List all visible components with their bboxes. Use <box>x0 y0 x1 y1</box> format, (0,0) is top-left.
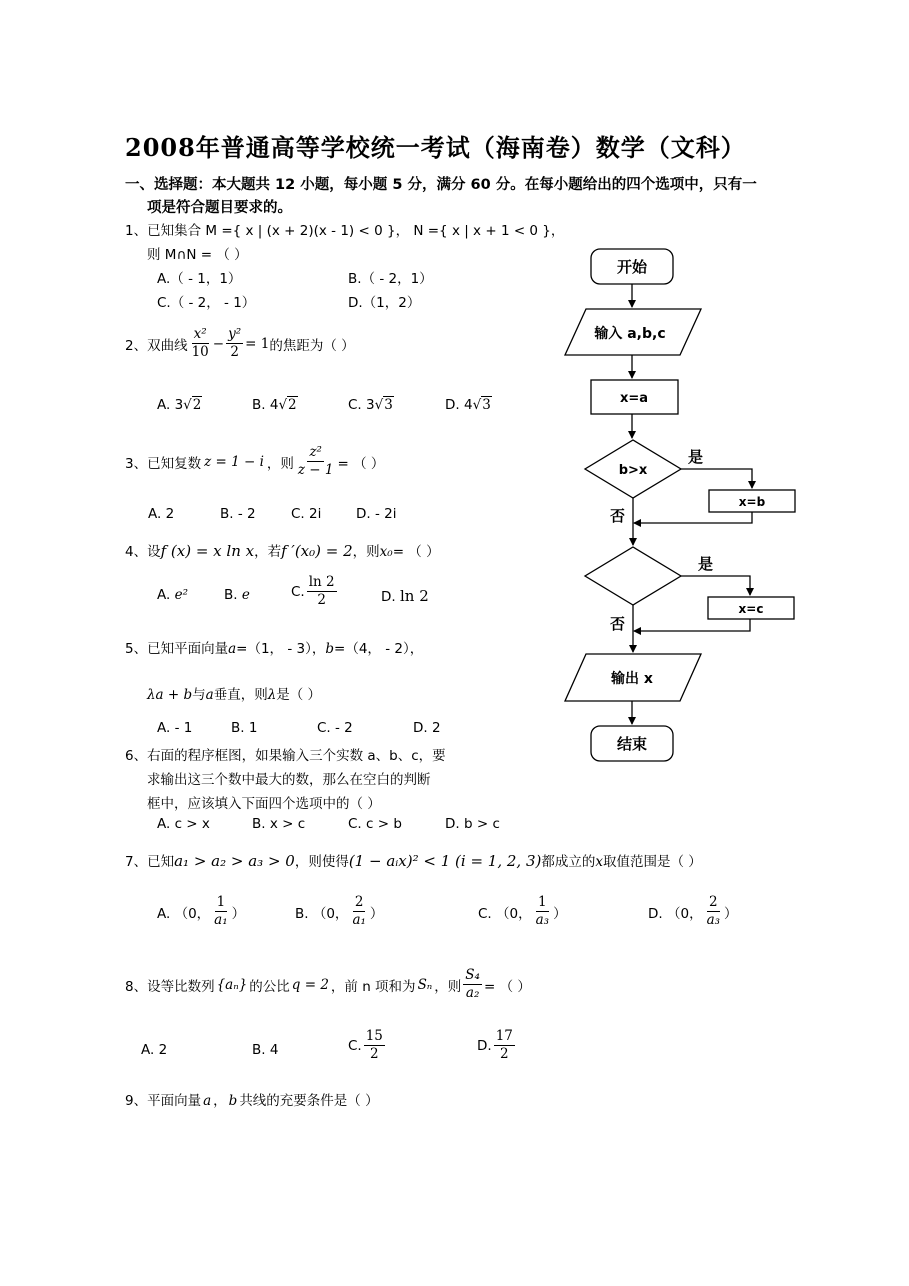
question-4-option-c: C. $\frac{\ln 2}{2}$ <box>291 574 335 608</box>
flow-assign-2-label: x=b <box>738 495 766 509</box>
question-7-stem: 7、已知a₁ > a₂ > a₃ > 0，则使得(1 − aᵢx)² < 1 (i = 1, 2, 3)都成立的x取值范围是（ ） <box>125 852 702 870</box>
flow-end-label: 结束 <box>616 735 648 753</box>
question-8-option-d: D. $\frac{17}{2}$ <box>477 1028 513 1062</box>
question-1-option-a: A.（ - 1，1） <box>157 271 242 287</box>
question-5-stem-line2: λa + b与a垂直，则λ是（ ） <box>147 687 322 703</box>
flow-input-label: 输入 a,b,c <box>594 326 666 342</box>
question-8-option-a: A. 2 <box>141 1042 168 1058</box>
question-2-option-b: B. 4√2 <box>252 397 297 413</box>
question-3-option-b: B. - 2 <box>220 506 256 522</box>
question-1-stem2: 则 M∩N = （ ） <box>147 247 248 263</box>
flow-assign-1-label: x=a <box>619 391 649 406</box>
flow-yes-2: 是 <box>698 555 714 573</box>
question-3-option-a: A. 2 <box>148 506 175 522</box>
question-2-fraction-1: $\frac{\text{x²}}{10}$ <box>191 326 209 360</box>
question-4-option-b: B. e <box>224 587 250 603</box>
flow-start-label: 开始 <box>616 258 648 276</box>
page-title: 2008年普通高等学校统一考试（海南卷）数学（文科） <box>125 133 746 162</box>
question-2-prefix: 2、双曲线 <box>125 337 188 354</box>
question-4-stem: 4、设f (x) = x ln x，若f ′(x₀) = 2，则x₀= （ ） <box>125 542 440 560</box>
flow-yes-1: 是 <box>688 448 704 466</box>
question-8-option-c: C. $\frac{15}{2}$ <box>348 1028 383 1062</box>
question-9-stem: 9、平面向量 a ， b 共线的充要条件是（ ） <box>125 1093 379 1109</box>
question-5-option-a: A. - 1 <box>157 720 193 736</box>
flow-no-1: 否 <box>610 507 626 525</box>
question-5-option-c: C. - 2 <box>317 720 353 736</box>
question-7-option-c: C. （0， $\frac{1}{\text{a₃}}$ ） <box>478 894 567 928</box>
section-heading-line1: 一、选择题：本大题共 12 小题，每小题 5 分，满分 60 分。在每小题给出的四个选项中，只有一 <box>125 177 757 193</box>
question-3-option-d: D. - 2i <box>356 506 397 522</box>
question-8-option-b: B. 4 <box>252 1042 279 1058</box>
question-3-stem: 3、已知复数 z = 1 − i ，则 $\frac{\text{z²}}{z - 1}$ = （ ） <box>125 444 385 478</box>
question-4-option-d: D. ln 2 <box>381 587 429 605</box>
question-6-line2: 求输出这三个数中最大的数，那么在空白的判断 <box>147 772 431 788</box>
question-2-option-d: D. 4√3 <box>445 397 491 413</box>
question-8-stem: 8、设等比数列 {aₙ} 的公比 q = 2 ，前 n 项和为 Sₙ ，则 $\frac{\text{S₄}}{\text{a₂}}$ = （ ） <box>125 967 531 1001</box>
question-1-option-b: B.（ - 2，1） <box>348 271 433 287</box>
flow-assign-3-label: x=c <box>738 602 764 616</box>
question-5-option-d: D. 2 <box>413 720 441 736</box>
question-5-stem-line1: 5、已知平面向量a=（1， - 3），b=（4， - 2）， <box>125 641 424 657</box>
question-6-option-c: C. c > b <box>348 816 402 832</box>
flow-no-2: 否 <box>610 615 626 633</box>
question-6-option-d: D. b > c <box>445 816 500 832</box>
flow-decision-2 <box>585 547 681 605</box>
question-7-option-a: A. （0， $\frac{1}{\text{a₁}}$ ） <box>157 894 246 928</box>
question-6-option-a: A. c > x <box>157 816 210 832</box>
question-2-option-a: A. 3√2 <box>157 397 202 413</box>
flow-output-label: 输出 x <box>611 671 653 687</box>
question-1-option-d: D.（1，2） <box>348 295 421 311</box>
question-3-fraction: $\frac{\text{z²}}{z - 1}$ <box>297 444 334 478</box>
question-6-line1: 6、右面的程序框图，如果输入三个实数 a、b、c，要 <box>125 748 446 764</box>
question-4-option-a: A. e² <box>157 587 188 603</box>
question-6-option-b: B. x > c <box>252 816 306 832</box>
flow-decision-1-label: b>x <box>618 463 648 478</box>
question-7-option-b: B. （0， $\frac{2}{\text{a₁}}$ ） <box>295 894 384 928</box>
section-heading-line2: 项是符合题目要求的。 <box>147 200 292 216</box>
question-7-option-d: D. （0， $\frac{2}{\text{a₃}}$ ） <box>648 894 738 928</box>
question-1-option-c: C.（ - 2， - 1） <box>157 295 256 311</box>
question-2-option-c: C. 3√3 <box>348 397 393 413</box>
question-2-stem: 2、双曲线 $\frac{\text{x²}}{10}$ − $\frac{\text{y²}}{2}$ = 1 的焦距为（ ） <box>125 326 355 360</box>
question-5-option-b: B. 1 <box>231 720 258 736</box>
question-3-option-c: C. 2i <box>291 506 322 522</box>
question-2-suffix: 的焦距为（ ） <box>269 337 355 354</box>
question-6-line3: 框中，应该填入下面四个选项中的（ ） <box>147 796 381 812</box>
question-1-stem: 1、已知集合 M ={ x | (x + 2)(x - 1) < 0 }， N ={ x | x + 1 < 0 }， <box>125 223 565 239</box>
question-2-fraction-2: $\frac{\text{y²}}{2}$ <box>228 326 242 360</box>
